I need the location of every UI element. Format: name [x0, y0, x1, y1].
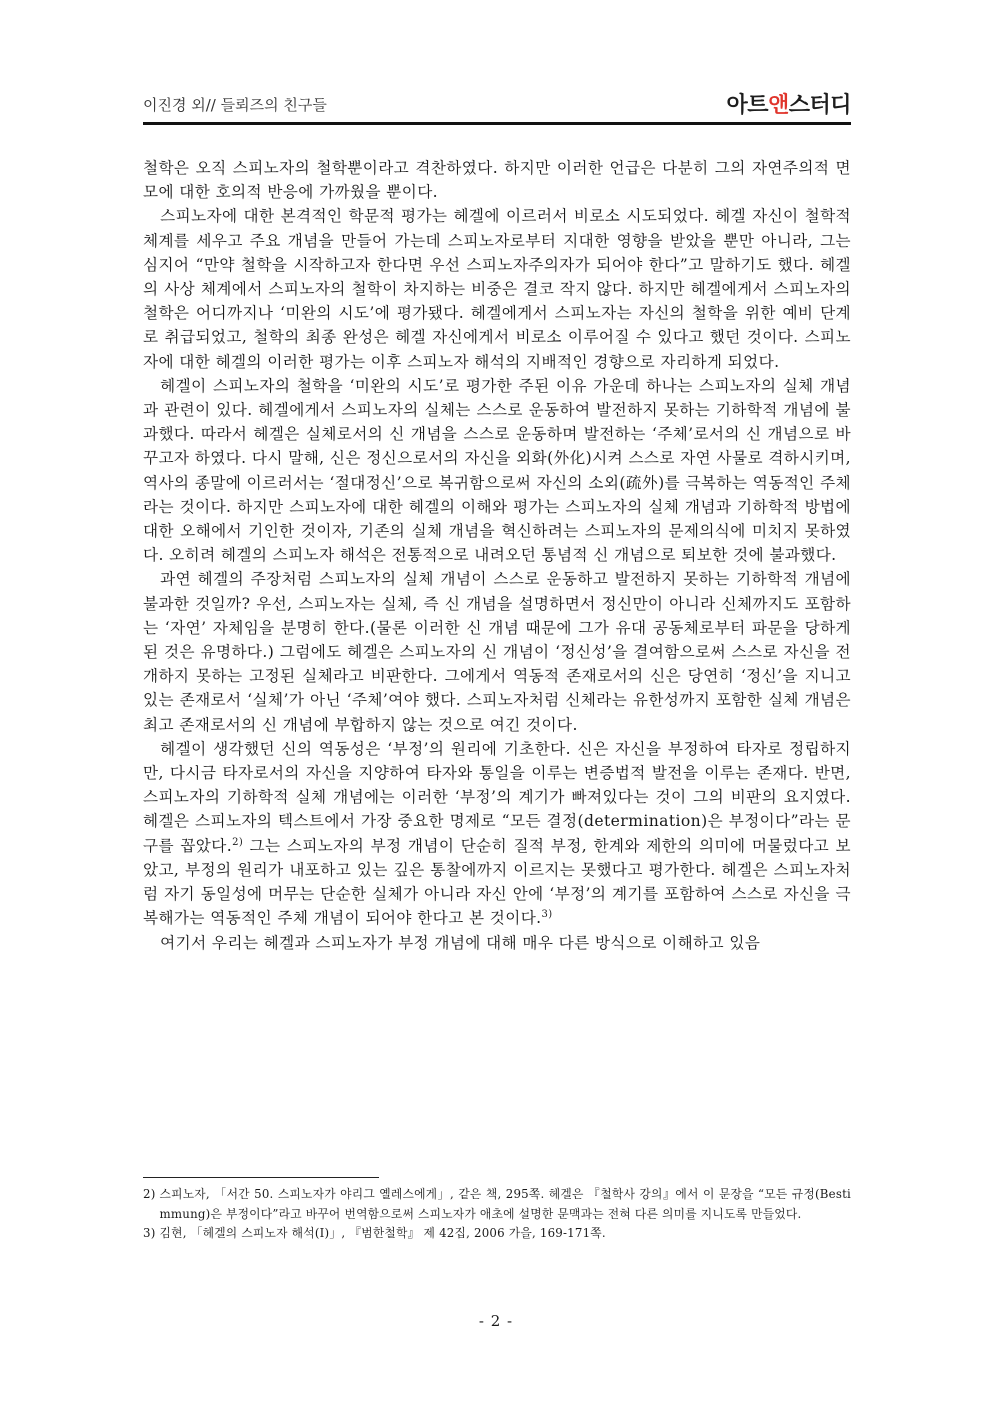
paragraph-5	[143, 737, 851, 931]
brand-part-1: 아트	[726, 93, 768, 118]
page-header	[143, 88, 851, 124]
paragraph-5-text-a: 헤겔이 생각했던 신의 역동성은 ‘부정’의 원리에 기초한다. 신은 자신을 부정하여 타자로 정립하지만, 다시금 타자로서의 자신을 지양하여 타자와 통일을 이루는 변증법적 발전을 이루는 존재다. 반면, 스피노자의 기하학적 실체 개념에는 이러한 ‘부정’의 계기가 빠져있다는 것이 그의 비판의 요지였다. 헤겔은 스피노자의 텍스트에서 가장 중요한 명제로 “모든 결정(determination)은 부정이다”라는 문구를 꼽았다.	[143, 739, 851, 855]
paragraph-3: 헤겔이 스피노자의 철학을 ‘미완의 시도’로 평가한 주된 이유 가운데 하나는 스피노자의 실체 개념과 관련이 있다. 헤겔에게서 스피노자의 실체는 스스로 운동하여 발전하지 못하는 기하학적 개념에 불과했다. 따라서 헤겔은 실체로서의 신 개념을 스스로 운동하며 발전하는 ‘주체’로서의 신 개념으로 바꾸고자 하였다. 다시 말해, 신은 정신으로서의 자신을 외화(外化)시켜 스스로 자연 사물로 격하시키며, 역사의 종말에 이르러서는 ‘절대정신’으로 복귀함으로써 자신의 소외(疏外)를 극복하는 역동적인 주체라는 것이다. 하지만 스피노자에 대한 헤겔의 이해와 평가는 스피노자의 실체 개념과 기하학적 방법에 대한 오해에서 기인한 것이자, 기존의 실체 개념을 혁신하려는 스피노자의 문제의식에 미치지 못하였다. 오히려 헤겔의 스피노자 해석은 전통적으로 내려오던 통념적 신 개념으로 퇴보한 것에 불과했다.	[143, 376, 851, 565]
brand-part-2: 앤	[767, 93, 789, 118]
footnote-ref-2[interactable]: 2)	[232, 836, 244, 848]
footnote-number: 2)	[143, 1187, 156, 1201]
running-title: 이진경 외// 들뢰즈의 친구들	[143, 96, 327, 114]
footnote-text: 김현, 「헤겔의 스피노자 해석(I)」, 『범한철학』 제 42집, 2006 가을, 169-171쪽.	[159, 1226, 606, 1240]
footnote-divider	[143, 1177, 379, 1178]
paragraph-5-text-b: 그는 스피노자의 부정 개념이 단순히 질적 부정, 한계와 제한의 의미에 머물렀다고 보았고, 부정의 원리가 내포하고 있는 깊은 통찰에까지 이르지는 못했다고 평가한다. 헤겔은 스피노자처럼 자기 동일성에 머무는 단순한 실체가 아니라 자신 안에 ‘부정’의 계기를 포함하여 스스로 자신을 극복해가는 역동적인 주체 개념이 되어야 한다고 본 것이다.	[143, 836, 851, 928]
footnote	[143, 1185, 851, 1224]
paragraph-2: 스피노자에 대한 본격적인 학문적 평가는 헤겔에 이르러서 비로소 시도되었다. 헤겔 자신이 철학적 체계를 세우고 주요 개념을 만들어 가는데 스피노자로부터 지대한 영향을 받았을 뿐만 아니라, 그는 심지어 “만약 철학을 시작하고자 한다면 우선 스피노자주의자가 되어야 한다”고 말하기도 했다. 헤겔의 사상 체계에서 스피노자의 철학이 차지하는 비중은 결코 작지 않다. 하지만 헤겔에게서 스피노자의 철학은 어디까지나 ‘미완의 시도’에 평가됐다. 헤겔에게서 스피노자는 자신의 철학을 위한 예비 단계로 취급되었고, 철학의 최종 완성은 헤겔 자신에게서 비로소 이루어질 수 있다고 했던 것이다. 스피노자에 대한 헤겔의 이러한 평가는 이후 스피노자 해석의 지배적인 경향으로 자리하게 되었다.	[143, 207, 851, 371]
publisher-logo	[726, 88, 851, 119]
page-number: - 2 -	[478, 1312, 514, 1330]
footnote-number: 3)	[143, 1226, 156, 1240]
footnotes	[143, 1185, 851, 1244]
footnote-text: 스피노자, 「서간 50. 스피노자가 야리그 옐레스에게」, 같은 책, 295쪽. 헤겔은 『철학사 강의』에서 이 문장을 “모든 규정(Bestimmung)은 부정이다”라고 바꾸어 번역함으로써 스피노자가 애초에 설명한 문맥과는 전혀 다른 의미를 지니도록 만들었다.	[159, 1187, 851, 1221]
brand-part-3: 스터디	[788, 93, 851, 118]
main-text	[143, 156, 851, 955]
paragraph-4: 과연 헤겔의 주장처럼 스피노자의 실체 개념이 스스로 운동하고 발전하지 못하는 기하학적 개념에 불과한 것일까? 우선, 스피노자는 실체, 즉 신 개념을 설명하면서 정신만이 아니라 신체까지도 포함하는 ‘자연’ 자체임을 분명히 한다.(물론 이러한 신 개념 때문에 그가 유대 공동체로부터 파문을 당하게 된 것은 유명하다.) 그럼에도 헤겔은 스피노자의 신 개념이 ‘정신성’을 결여함으로써 스스로 자신을 전개하지 못하는 고정된 실체라고 비판한다. 그에게서 역동적 존재로서의 신은 당연히 ‘정신’을 지니고 있는 존재로서 ‘실체’가 아닌 ‘주체’여야 했다. 스피노자처럼 신체라는 유한성까지 포함한 실체 개념은 최고 존재로서의 신 개념에 부합하지 않는 것으로 여긴 것이다.	[143, 570, 851, 734]
footnote	[143, 1224, 851, 1244]
paragraph-6: 여기서 우리는 헤겔과 스피노자가 부정 개념에 대해 매우 다른 방식으로 이해하고 있음	[160, 933, 761, 952]
header-rule	[143, 122, 851, 125]
footnote-ref-3[interactable]: 3)	[541, 909, 553, 921]
paragraph-1: 철학은 오직 스피노자의 철학뿐이라고 격찬하였다. 하지만 이러한 언급은 다분히 그의 자연주의적 면모에 대한 호의적 반응에 가까웠을 뿐이다.	[143, 159, 851, 202]
